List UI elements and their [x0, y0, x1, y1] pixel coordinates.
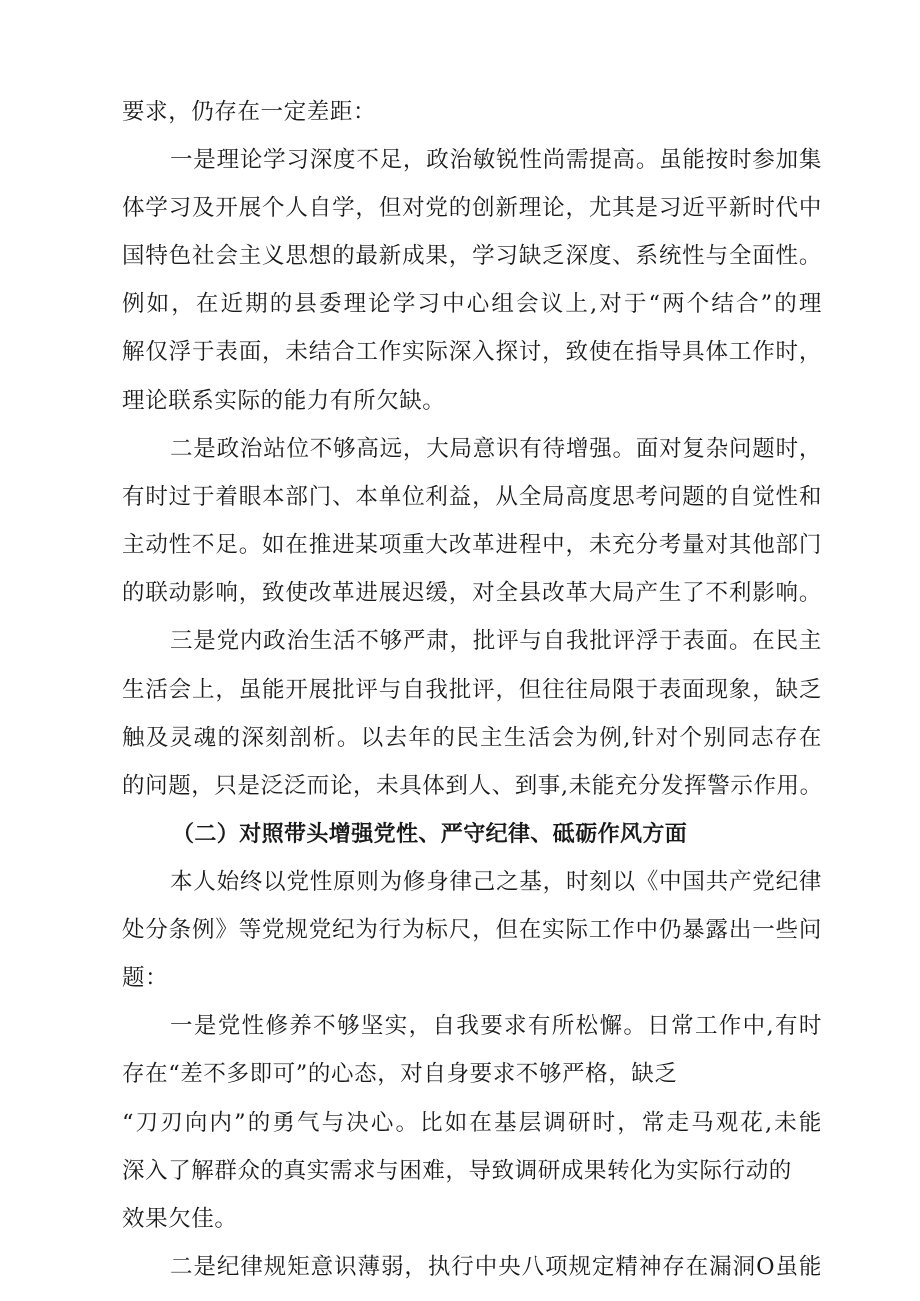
text-line: 的问题，只是泛泛而论，未具体到人、到事,未能充分发挥警示作用。	[122, 773, 823, 799]
text-line: 处分条例》等党规党纪为行为标尺，但在实际工作中仍暴露出一些问	[122, 917, 822, 943]
text-line: 深入了解群众的真实需求与困难，导致调研成果转化为实际行动的	[122, 1158, 792, 1184]
text-line: 触及灵魂的深刻剖析。以去年的民主生活会为例,针对个别同志存在	[122, 725, 822, 751]
text-line: 效果欠佳。	[122, 1206, 238, 1232]
text-line: 要求，仍存在一定差距：	[122, 99, 377, 125]
paragraph-first-line: 一是党性修养不够坚实，自我要求有所松懈。日常工作中,有时	[170, 1013, 822, 1039]
text-line: 国特色社会主义思想的最新成果，学习缺乏深度、系统性与全面性。	[122, 243, 822, 269]
text-line: 理论联系实际的能力有所欠缺。	[122, 388, 446, 414]
text-line: 体学习及开展个人自学，但对党的创新理论，尤其是习近平新时代中	[122, 195, 822, 221]
text-line: 生活会上，虽能开展批评与自我批评，但往往局限于表面现象，缺乏	[122, 677, 822, 703]
text-line: 有时过于着眼本部门、本单位利益，从全局高度思考问题的自觉性和	[122, 484, 822, 510]
text-line: 解仅浮于表面，未结合工作实际深入探讨，致使在指导具体工作时，	[122, 339, 822, 365]
paragraph-first-line: 二是政治站位不够高远，大局意识有待增强。面对复杂问题时，	[170, 436, 822, 462]
paragraph-first-line: 三是党内政治生活不够严肃，批评与自我批评浮于表面。在民主	[170, 628, 822, 654]
section-heading: （二）对照带头增强党性、严守纪律、砥砺作风方面	[172, 822, 688, 847]
text-line: “刀刃向内”的勇气与决心。比如在基层调研时，常走马观花,未能	[122, 1110, 822, 1136]
text-line: 主动性不足。如在推进某项重大改革进程中，未充分考量对其他部门	[122, 532, 822, 558]
text-line: 存在“差不多即可”的心态，对自身要求不够严格，缺乏	[122, 1061, 678, 1087]
text-line: 的联动影响，致使改革进展迟缓，对全县改革大局产生了不利影响。	[122, 580, 822, 606]
text-line: 题：	[122, 965, 169, 991]
paragraph-first-line: 二是纪律规矩意识薄弱，执行中央八项规定精神存在漏洞O虽能	[170, 1254, 822, 1280]
text-line: 例如，在近期的县委理论学习中心组会议上,对于“两个结合”的理	[122, 291, 822, 317]
paragraph-first-line: 本人始终以党性原则为修身律己之基，时刻以《中国共产党纪律	[170, 869, 822, 895]
paragraph-first-line: 一是理论学习深度不足，政治敏锐性尚需提高。虽能按时参加集	[170, 147, 822, 173]
